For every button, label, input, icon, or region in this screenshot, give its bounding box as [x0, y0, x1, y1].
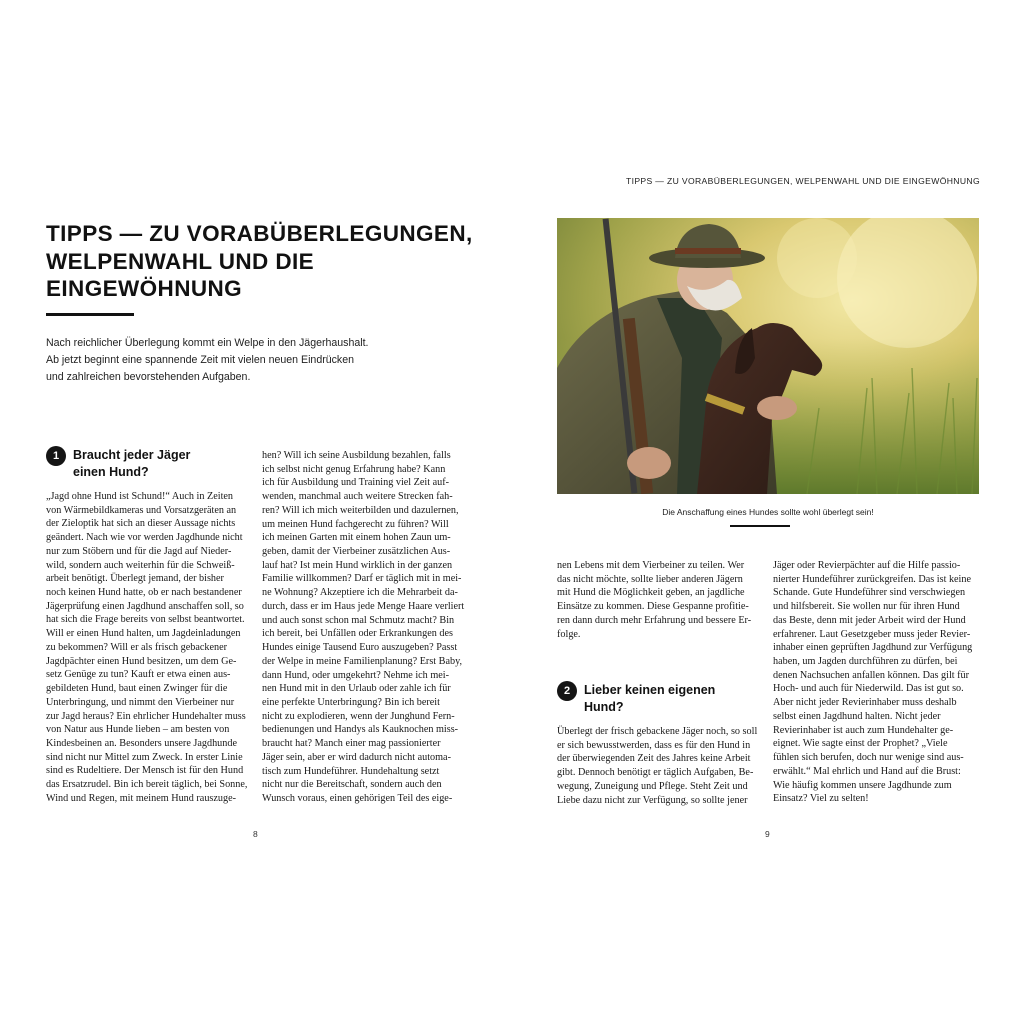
title-rule — [46, 313, 134, 316]
chapter-title — [46, 220, 486, 303]
body-column-1: „Jagd ohne Hund ist Schund!“ Auch in Zeiten von Wärmebildkameras und Vorsatzgeräten an der Zieloptik hat sich an dieser Aussage nichts geändert. Nach wie vor werden Jagdhunde nicht nur zum Stöbern und für die Jagd auf Nieder- wild, sondern auch weiterhin für die Schweiß- arbeit benötigt. Überlegt jemand, der bisher noch keinen Hund hatte, ob er nach bestandener Jägerprüfung einen Jagdhund anschaffen soll, so hat sich die Frage bereits von selbst beantwortet. Will er einen Hund halten, um Jagdeinladungen zu bekommen? Will er als frisch gebackener Jagdpächter einen Hund besitzen, um dem Ge- setz Genüge zu tun? Kauft er etwa einen aus- gebildeten Hund, baut einen Zwinger für die Unterbringung, und nimmt den Vierbeiner nur zur Jagd heraus? Ein ehrlicher Hundehalter muss von Natur aus Hunde lieben – am besten von Kindesbeinen an. Besonders unsere Jagdhunde sind nicht nur Mittel zum Zweck. In erster Linie sind es Rudeltiere. Der Mensch ist für den Hund das Ersatzrudel. Bin ich bereit täglich, bei Sonne, Wind und Regen, mit meinem Hund rauszuge- — [46, 491, 248, 804]
running-head: TIPPS — ZU VORABÜBERLEGUNGEN, WELPENWAHL UND DIE EINGEWÖHNUNG — [625, 176, 980, 186]
body-column-4: Jäger oder Revierpächter auf die Hilfe passio- nierter Hundeführer zurückgreifen. Das ist keine Schande. Gute Hundeführer sind verschwiegen und hilfsbereit. Sie wollen nur für ihren Hund das Beste, denn mit jeder Arbeit wird der Hund erfahrener. Laut Gesetzgeber muss jeder Revier- inhaber einen geprüften Jagdhund zur Verfügung haben, um Jagden durchführen zu dürfen, bei denen Nachsuchen anfallen können. Das gilt für Hoch- und auch für Niederwild. Das ist gut so. Aber nicht jeder Revierinhaber muss deshalb selbst einen Jagdhund halten. Nicht jeder Revierinhaber ist auch zum Hundehalter ge- eignet. Wie sagte einst der Prophet? „Viele fühlen sich berufen, doch nur wenige sind aus- erwählt.“ Mal ehrlich und Hand auf die Brust: Wie häufig kommen unsere Jagdhunde zum Einsatz? Viel zu selten! — [773, 560, 973, 805]
caption-rule — [730, 525, 790, 527]
section-1-heading — [46, 447, 190, 480]
hunter-with-dog-photo — [557, 218, 979, 494]
page-number-right: 9 — [765, 829, 770, 839]
section-number-badge: 1 — [46, 446, 66, 466]
body-column-2: hen? Will ich seine Ausbildung bezahlen, falls ich selbst nicht genug Erfahrung habe? Kann ich für Ausbildung und Training viel Zeit auf- wenden, manchmal auch weitere Strecken fah- ren? Will ich mich weiterbilden und dazulernen, um meinen Hund fachgerecht zu führen? Will ich meinen Garten mit einem hohen Zaun um- geben, damit der Vierbeiner zusätzlichen Aus- lauf hat? Ist mein Hund wirklich in der ganzen Familie willkommen? Darf er täglich mit in mei- ne Wohnung? Akzeptiere ich die Mehrarbeit da- durch, dass er im Haus jede Menge Haare verliert und auch sonst schon mal Schmutz macht? Bin ich bereit, bei Unfällen oder Erkrankungen des Hundes einige Tausend Euro auszugeben? Passt der Welpe in meine Familienplanung? Erst Baby, dann Hund, oder umgekehrt? Nehme ich mei- nen Hund mit in den Urlaub oder zahle ich für eine perfekte Unterbringung? Bin ich bereit nicht zu explodieren, wenn der Junghund Fern- bedienungen und Handys als Kauknochen miss- braucht hat? Manch einer mag passionierter Jäger sein, aber er wird dadurch nicht automa- tisch zum Hundeführer. Hundehaltung setzt nicht nur die Bereitschaft, sondern auch den Wunsch voraus, einen gehörigen Teil des eige- — [262, 450, 465, 804]
intro-line: Nach reichlicher Überlegung kommt ein Welpe in den Jägerhaushalt. — [46, 337, 369, 349]
body-column-3-continued: Überlegt der frisch gebackene Jäger noch, so soll er sich bewusstwerden, dass es für den Hund in der überwiegenden Zeit des Jahres keine Arbeit gibt. Dennoch benötigt er täglich Aufgaben, Be- wegung, Zuneigung und Pflege. Steht Zeit und Liebe dazu nicht zur Verfügung, so sollte jener — [557, 726, 758, 806]
chapter-intro — [46, 335, 376, 386]
photo-caption: Die Anschaffung eines Hundes sollte wohl überlegt sein! — [662, 507, 874, 517]
section-number-badge: 2 — [557, 681, 577, 701]
section-title: Braucht jeder Jäger einen Hund? — [73, 448, 191, 479]
body-column-3: nen Lebens mit dem Vierbeiner zu teilen. Wer das nicht möchte, sollte lieber anderen Jägern mit Hund die Möglichkeit geben, an jagdliche Einsätze zu kommen. Diese Gespanne profitie- ren dann durch mehr Erfahrung und bessere Er- folge. — [557, 560, 752, 640]
intro-line: und zahlreichen bevorstehenden Aufgaben. — [46, 371, 251, 383]
page-number-left: 8 — [253, 829, 258, 839]
chapter-title-line: WELPENWAHL UND DIE — [46, 248, 315, 274]
chapter-title-line: EINGEWÖHNUNG — [46, 276, 243, 301]
chapter-title-line: TIPPS — ZU VORABÜBERLEGUNGEN, — [46, 221, 473, 246]
intro-line: Ab jetzt beginnt eine spannende Zeit mit vielen neuen Eindrücken — [46, 354, 355, 366]
section-title: Lieber keinen eigenen Hund? — [584, 683, 716, 714]
section-2-heading — [557, 682, 715, 715]
